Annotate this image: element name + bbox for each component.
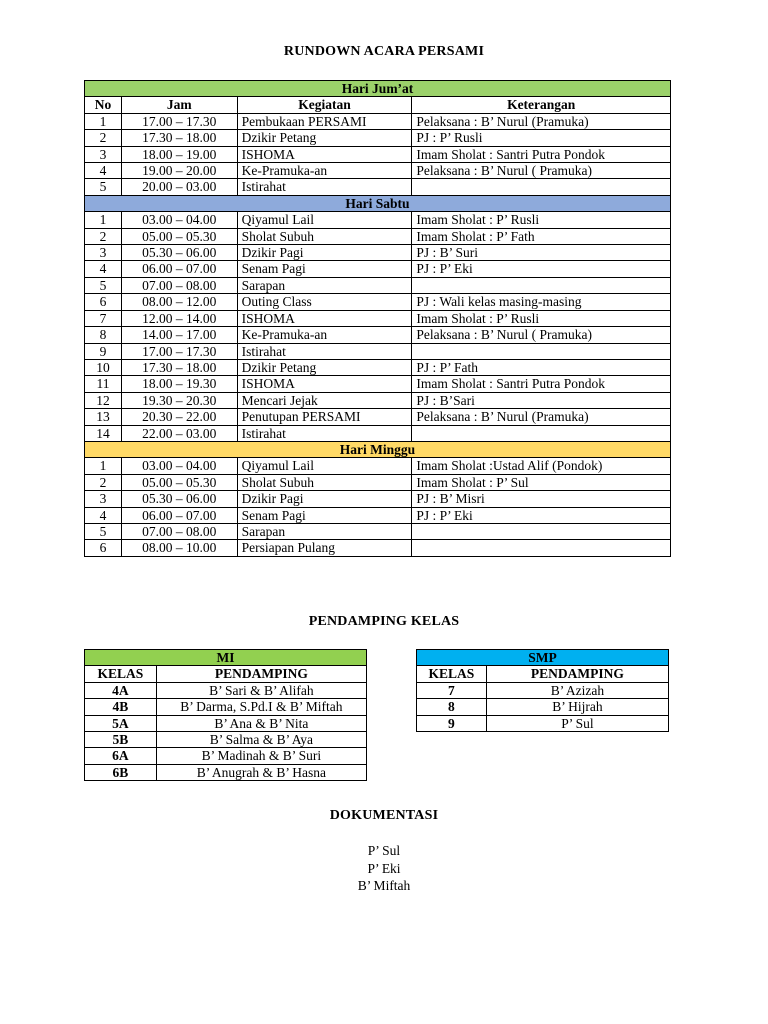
table-row: [85, 409, 671, 425]
table-row: [85, 376, 671, 392]
rundown-table: [84, 80, 671, 557]
row-kegiatan: Sarapan: [237, 277, 412, 293]
row-kegiatan: Senam Pagi: [237, 507, 412, 523]
table-row: [85, 113, 671, 129]
table-row: [417, 682, 669, 698]
row-no: 6: [85, 540, 122, 556]
row-jam: 06.00 – 07.00: [121, 507, 237, 523]
dokumentasi-title: DOKUMENTASI: [329, 808, 439, 823]
row-no: 9: [85, 343, 122, 359]
row-jam: 12.00 – 14.00: [121, 310, 237, 326]
row-no: 5: [85, 179, 122, 195]
row-no: 2: [85, 474, 122, 490]
row-kegiatan: ISHOMA: [237, 310, 412, 326]
row-no: 2: [85, 130, 122, 146]
smp-table: [416, 649, 669, 732]
table-row: [85, 163, 671, 179]
column-header-row: [85, 97, 671, 113]
pendamping-cell: B’ Ana & B’ Nita: [156, 715, 366, 731]
table-row: [85, 359, 671, 375]
row-no: 5: [85, 523, 122, 539]
mi-label: MI: [85, 650, 367, 666]
table-row: [85, 540, 671, 556]
row-kegiatan: Dzikir Pagi: [237, 245, 412, 261]
mi-table: [84, 649, 367, 781]
mi-label-row: [85, 650, 367, 666]
kelas-cell: 6B: [85, 764, 157, 780]
table-row: [85, 228, 671, 244]
row-keterangan: [412, 425, 671, 441]
row-keterangan: PJ : B’Sari: [412, 392, 671, 408]
row-jam: 05.30 – 06.00: [121, 245, 237, 261]
day-header: Hari Sabtu: [85, 195, 671, 211]
row-keterangan: [412, 277, 671, 293]
row-jam: 17.00 – 17.30: [121, 343, 237, 359]
kelas-cell: 9: [417, 715, 487, 731]
dokumentasi-name: B’ Miftah: [357, 878, 411, 893]
row-jam: 03.00 – 04.00: [121, 458, 237, 474]
pendamping-cell: B’ Darma, S.Pd.I & B’ Miftah: [156, 699, 366, 715]
table-row: [85, 245, 671, 261]
row-no: 3: [85, 245, 122, 261]
table-row: [85, 212, 671, 228]
row-no: 4: [85, 261, 122, 277]
day-header-row: [85, 441, 671, 457]
dokumentasi-name: P’ Sul: [367, 843, 401, 858]
pendamping-title: PENDAMPING KELAS: [308, 614, 460, 629]
kelas-cell: 4B: [85, 699, 157, 715]
pendamping-cell: B’ Azizah: [486, 682, 668, 698]
row-no: 8: [85, 327, 122, 343]
table-row: [85, 715, 367, 731]
kelas-cell: 5B: [85, 732, 157, 748]
row-no: 13: [85, 409, 122, 425]
row-jam: 22.00 – 03.00: [121, 425, 237, 441]
row-jam: 17.00 – 17.30: [121, 113, 237, 129]
table-row: [85, 732, 367, 748]
row-kegiatan: Qiyamul Lail: [237, 458, 412, 474]
row-kegiatan: Sholat Subuh: [237, 474, 412, 490]
page-title: RUNDOWN ACARA PERSAMI: [283, 44, 485, 59]
row-jam: 17.30 – 18.00: [121, 359, 237, 375]
row-kegiatan: Ke-Pramuka-an: [237, 163, 412, 179]
row-kegiatan: Istirahat: [237, 179, 412, 195]
row-keterangan: Pelaksana : B’ Nurul ( Pramuka): [412, 327, 671, 343]
row-keterangan: PJ : P’ Eki: [412, 261, 671, 277]
row-keterangan: Imam Sholat : Santri Putra Pondok: [412, 376, 671, 392]
table-row: [85, 179, 671, 195]
table-row: [85, 458, 671, 474]
row-keterangan: PJ : P’ Eki: [412, 507, 671, 523]
row-jam: 20.00 – 03.00: [121, 179, 237, 195]
dokumentasi-name: P’ Eki: [367, 860, 401, 876]
table-row: [85, 682, 367, 698]
row-jam: 18.00 – 19.00: [121, 146, 237, 162]
kelas-cell: 8: [417, 699, 487, 715]
table-row: [85, 261, 671, 277]
table-row: [85, 343, 671, 359]
row-kegiatan: Istirahat: [237, 425, 412, 441]
row-kegiatan: Persiapan Pulang: [237, 540, 412, 556]
row-keterangan: Imam Sholat : P’ Rusli: [412, 212, 671, 228]
row-keterangan: Imam Sholat : P’ Fath: [412, 228, 671, 244]
row-no: 10: [85, 359, 122, 375]
row-keterangan: [412, 540, 671, 556]
kelas-cell: 4A: [85, 682, 157, 698]
row-kegiatan: ISHOMA: [237, 146, 412, 162]
row-jam: 17.30 – 18.00: [121, 130, 237, 146]
row-kegiatan: Mencari Jejak: [237, 392, 412, 408]
row-jam: 20.30 – 22.00: [121, 409, 237, 425]
row-keterangan: [412, 343, 671, 359]
table-row: [85, 146, 671, 162]
table-row: [85, 523, 671, 539]
day-header: Hari Jum’at: [85, 81, 671, 97]
row-keterangan: [412, 523, 671, 539]
table-row: [85, 507, 671, 523]
row-jam: 19.30 – 20.30: [121, 392, 237, 408]
header-kelas: KELAS: [85, 666, 157, 682]
row-kegiatan: Penutupan PERSAMI: [237, 409, 412, 425]
table-row: [85, 327, 671, 343]
row-no: 1: [85, 212, 122, 228]
dokumentasi-list: [0, 842, 768, 895]
row-no: 5: [85, 277, 122, 293]
row-jam: 08.00 – 10.00: [121, 540, 237, 556]
row-keterangan: Pelaksana : B’ Nurul (Pramuka): [412, 409, 671, 425]
table-row: [85, 474, 671, 490]
row-kegiatan: Qiyamul Lail: [237, 212, 412, 228]
row-jam: 14.00 – 17.00: [121, 327, 237, 343]
smp-label-row: [417, 650, 669, 666]
row-jam: 05.30 – 06.00: [121, 491, 237, 507]
table-row: [85, 294, 671, 310]
row-no: 4: [85, 507, 122, 523]
row-keterangan: PJ : B’ Misri: [412, 491, 671, 507]
pendamping-cell: B’ Anugrah & B’ Hasna: [156, 764, 366, 780]
day-header-row: [85, 81, 671, 97]
column-header-keterangan: Keterangan: [412, 97, 671, 113]
row-no: 2: [85, 228, 122, 244]
row-kegiatan: Ke-Pramuka-an: [237, 327, 412, 343]
column-header-kegiatan: Kegiatan: [237, 97, 412, 113]
row-no: 1: [85, 113, 122, 129]
row-kegiatan: Pembukaan PERSAMI: [237, 113, 412, 129]
row-kegiatan: Dzikir Pagi: [237, 491, 412, 507]
table-row: [417, 715, 669, 731]
row-kegiatan: Outing Class: [237, 294, 412, 310]
row-no: 3: [85, 491, 122, 507]
table-row: [85, 764, 367, 780]
table-row: [85, 130, 671, 146]
row-keterangan: [412, 179, 671, 195]
smp-header-row: [417, 666, 669, 682]
row-keterangan: PJ : Wali kelas masing-masing: [412, 294, 671, 310]
row-kegiatan: ISHOMA: [237, 376, 412, 392]
row-jam: 18.00 – 19.30: [121, 376, 237, 392]
row-keterangan: PJ : B’ Suri: [412, 245, 671, 261]
row-keterangan: PJ : P’ Fath: [412, 359, 671, 375]
row-kegiatan: Dzikir Petang: [237, 359, 412, 375]
table-row: [85, 491, 671, 507]
day-header: Hari Minggu: [85, 441, 671, 457]
row-keterangan: Imam Sholat : P’ Rusli: [412, 310, 671, 326]
row-jam: 19.00 – 20.00: [121, 163, 237, 179]
row-no: 3: [85, 146, 122, 162]
row-keterangan: Pelaksana : B’ Nurul ( Pramuka): [412, 163, 671, 179]
row-keterangan: Imam Sholat : Santri Putra Pondok: [412, 146, 671, 162]
row-no: 6: [85, 294, 122, 310]
table-row: [85, 699, 367, 715]
column-header-jam: Jam: [121, 97, 237, 113]
row-no: 4: [85, 163, 122, 179]
row-jam: 05.00 – 05.30: [121, 228, 237, 244]
row-no: 14: [85, 425, 122, 441]
row-kegiatan: Senam Pagi: [237, 261, 412, 277]
row-keterangan: PJ : P’ Rusli: [412, 130, 671, 146]
kelas-cell: 6A: [85, 748, 157, 764]
day-header-row: [85, 195, 671, 211]
row-no: 1: [85, 458, 122, 474]
row-keterangan: Imam Sholat :Ustad Alif (Pondok): [412, 458, 671, 474]
row-kegiatan: Sholat Subuh: [237, 228, 412, 244]
row-keterangan: Imam Sholat : P’ Sul: [412, 474, 671, 490]
table-row: [85, 310, 671, 326]
column-header-no: No: [85, 97, 122, 113]
row-no: 7: [85, 310, 122, 326]
header-pendamping: PENDAMPING: [156, 666, 366, 682]
table-row: [85, 392, 671, 408]
table-row: [85, 748, 367, 764]
row-jam: 06.00 – 07.00: [121, 261, 237, 277]
table-row: [85, 425, 671, 441]
row-jam: 03.00 – 04.00: [121, 212, 237, 228]
header-pendamping: PENDAMPING: [486, 666, 668, 682]
header-kelas: KELAS: [417, 666, 487, 682]
row-no: 11: [85, 376, 122, 392]
kelas-cell: 5A: [85, 715, 157, 731]
pendamping-cell: B’ Madinah & B’ Suri: [156, 748, 366, 764]
pendamping-cell: P’ Sul: [486, 715, 668, 731]
row-kegiatan: Dzikir Petang: [237, 130, 412, 146]
pendamping-cell: B’ Salma & B’ Aya: [156, 732, 366, 748]
table-row: [85, 277, 671, 293]
row-jam: 05.00 – 05.30: [121, 474, 237, 490]
row-no: 12: [85, 392, 122, 408]
table-row: [417, 699, 669, 715]
smp-label: SMP: [417, 650, 669, 666]
row-jam: 08.00 – 12.00: [121, 294, 237, 310]
pendamping-cell: B’ Hijrah: [486, 699, 668, 715]
row-jam: 07.00 – 08.00: [121, 277, 237, 293]
row-jam: 07.00 – 08.00: [121, 523, 237, 539]
row-keterangan: Pelaksana : B’ Nurul (Pramuka): [412, 113, 671, 129]
pendamping-cell: B’ Sari & B’ Alifah: [156, 682, 366, 698]
row-kegiatan: Istirahat: [237, 343, 412, 359]
mi-header-row: [85, 666, 367, 682]
kelas-cell: 7: [417, 682, 487, 698]
row-kegiatan: Sarapan: [237, 523, 412, 539]
